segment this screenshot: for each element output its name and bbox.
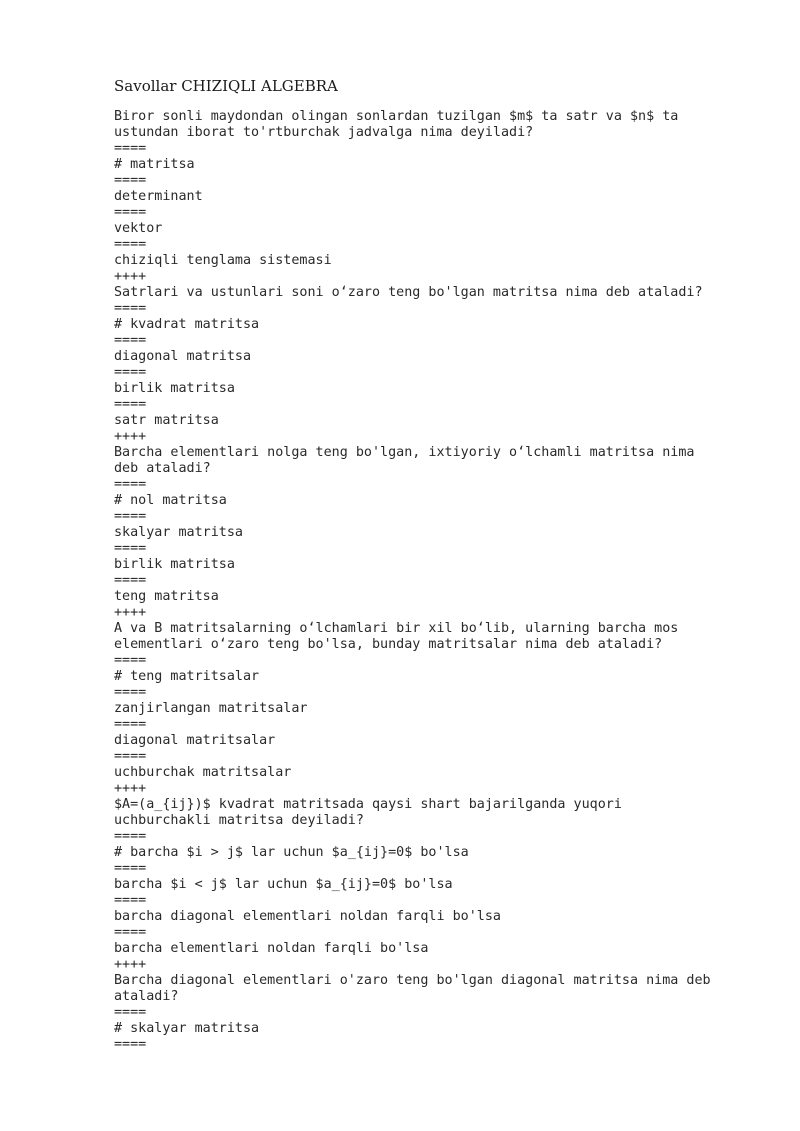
text-line: chiziqli tenglama sistemasi: [114, 253, 332, 268]
text-line: deb ataladi?: [114, 461, 211, 476]
separator-line: ====: [114, 173, 147, 188]
text-line: zanjirlangan matritsalar: [114, 701, 308, 716]
separator-line: ====: [114, 829, 147, 844]
question-separator-line: ++++: [114, 957, 147, 972]
correct-answer-line: # teng matritsalar: [114, 669, 260, 684]
separator-line: ====: [114, 893, 147, 908]
question-separator-line: ++++: [114, 781, 147, 796]
text-line: teng matritsa: [114, 589, 219, 604]
text-line: barcha elementlari noldan farqli bo'lsa: [114, 941, 429, 956]
separator-line: ====: [114, 925, 147, 940]
separator-line: ====: [114, 237, 147, 252]
separator-line: ====: [114, 541, 147, 556]
separator-line: ====: [114, 653, 147, 668]
separator-line: ====: [114, 1037, 147, 1052]
question-separator-line: ++++: [114, 605, 147, 620]
correct-answer-line: # nol matritsa: [114, 493, 227, 508]
text-line: elementlari oʻzaro teng bo'lsa, bunday matritsalar nima deb ataladi?: [114, 637, 663, 652]
text-line: determinant: [114, 189, 203, 204]
separator-line: ====: [114, 301, 147, 316]
separator-line: ====: [114, 717, 147, 732]
document-body: [114, 109, 774, 1053]
text-line: uchburchakli matritsa deyiladi?: [114, 813, 364, 828]
text-line: skalyar matritsa: [114, 525, 243, 540]
correct-answer-line: # skalyar matritsa: [114, 1021, 260, 1036]
text-line: A va B matritsalarning oʻlchamlari bir xil boʻlib, ularning barcha mos: [114, 621, 679, 636]
text-line: Barcha elementlari nolga teng bo'lgan, ixtiyoriy oʻlchamli matritsa nima: [114, 445, 695, 460]
separator-line: ====: [114, 573, 147, 588]
correct-answer-line: # matritsa: [114, 157, 195, 172]
text-line: diagonal matritsalar: [114, 733, 276, 748]
text-line: satr matritsa: [114, 413, 219, 428]
separator-line: ====: [114, 205, 147, 220]
text-line: birlik matritsa: [114, 557, 235, 572]
text-line: Barcha diagonal elementlari o'zaro teng bo'lgan diagonal matritsa nima deb: [114, 973, 711, 988]
text-line: $A=(a_{ij})$ kvadrat matritsada qaysi shart bajarilganda yuqori: [114, 797, 622, 812]
text-line: uchburchak matritsalar: [114, 765, 292, 780]
separator-line: ====: [114, 333, 147, 348]
separator-line: ====: [114, 749, 147, 764]
document-title: Savollar CHIZIQLI ALGEBRA: [114, 77, 338, 95]
text-line: ustundan iborat to'rtburchak jadvalga nima deyiladi?: [114, 125, 534, 140]
text-line: vektor: [114, 221, 163, 236]
separator-line: ====: [114, 1005, 147, 1020]
separator-line: ====: [114, 365, 147, 380]
separator-line: ====: [114, 477, 147, 492]
separator-line: ====: [114, 509, 147, 524]
text-line: diagonal matritsa: [114, 349, 252, 364]
text-line: Satrlari va ustunlari soni oʻzaro teng bo'lgan matritsa nima deb ataladi?: [114, 285, 703, 300]
correct-answer-line: # barcha $i > j$ lar uchun $a_{ij}=0$ bo'lsa: [114, 845, 469, 860]
question-separator-line: ++++: [114, 269, 147, 284]
text-line: ataladi?: [114, 989, 179, 1004]
separator-line: ====: [114, 397, 147, 412]
separator-line: ====: [114, 861, 147, 876]
separator-line: ====: [114, 685, 147, 700]
text-line: barcha $i < j$ lar uchun $a_{ij}=0$ bo'lsa: [114, 877, 453, 892]
correct-answer-line: # kvadrat matritsa: [114, 317, 260, 332]
text-line: Biror sonli maydondan olingan sonlardan tuzilgan $m$ ta satr va $n$ ta: [114, 109, 679, 124]
text-line: barcha diagonal elementlari noldan farqli bo'lsa: [114, 909, 501, 924]
question-separator-line: ++++: [114, 429, 147, 444]
separator-line: ====: [114, 141, 147, 156]
text-line: birlik matritsa: [114, 381, 235, 396]
